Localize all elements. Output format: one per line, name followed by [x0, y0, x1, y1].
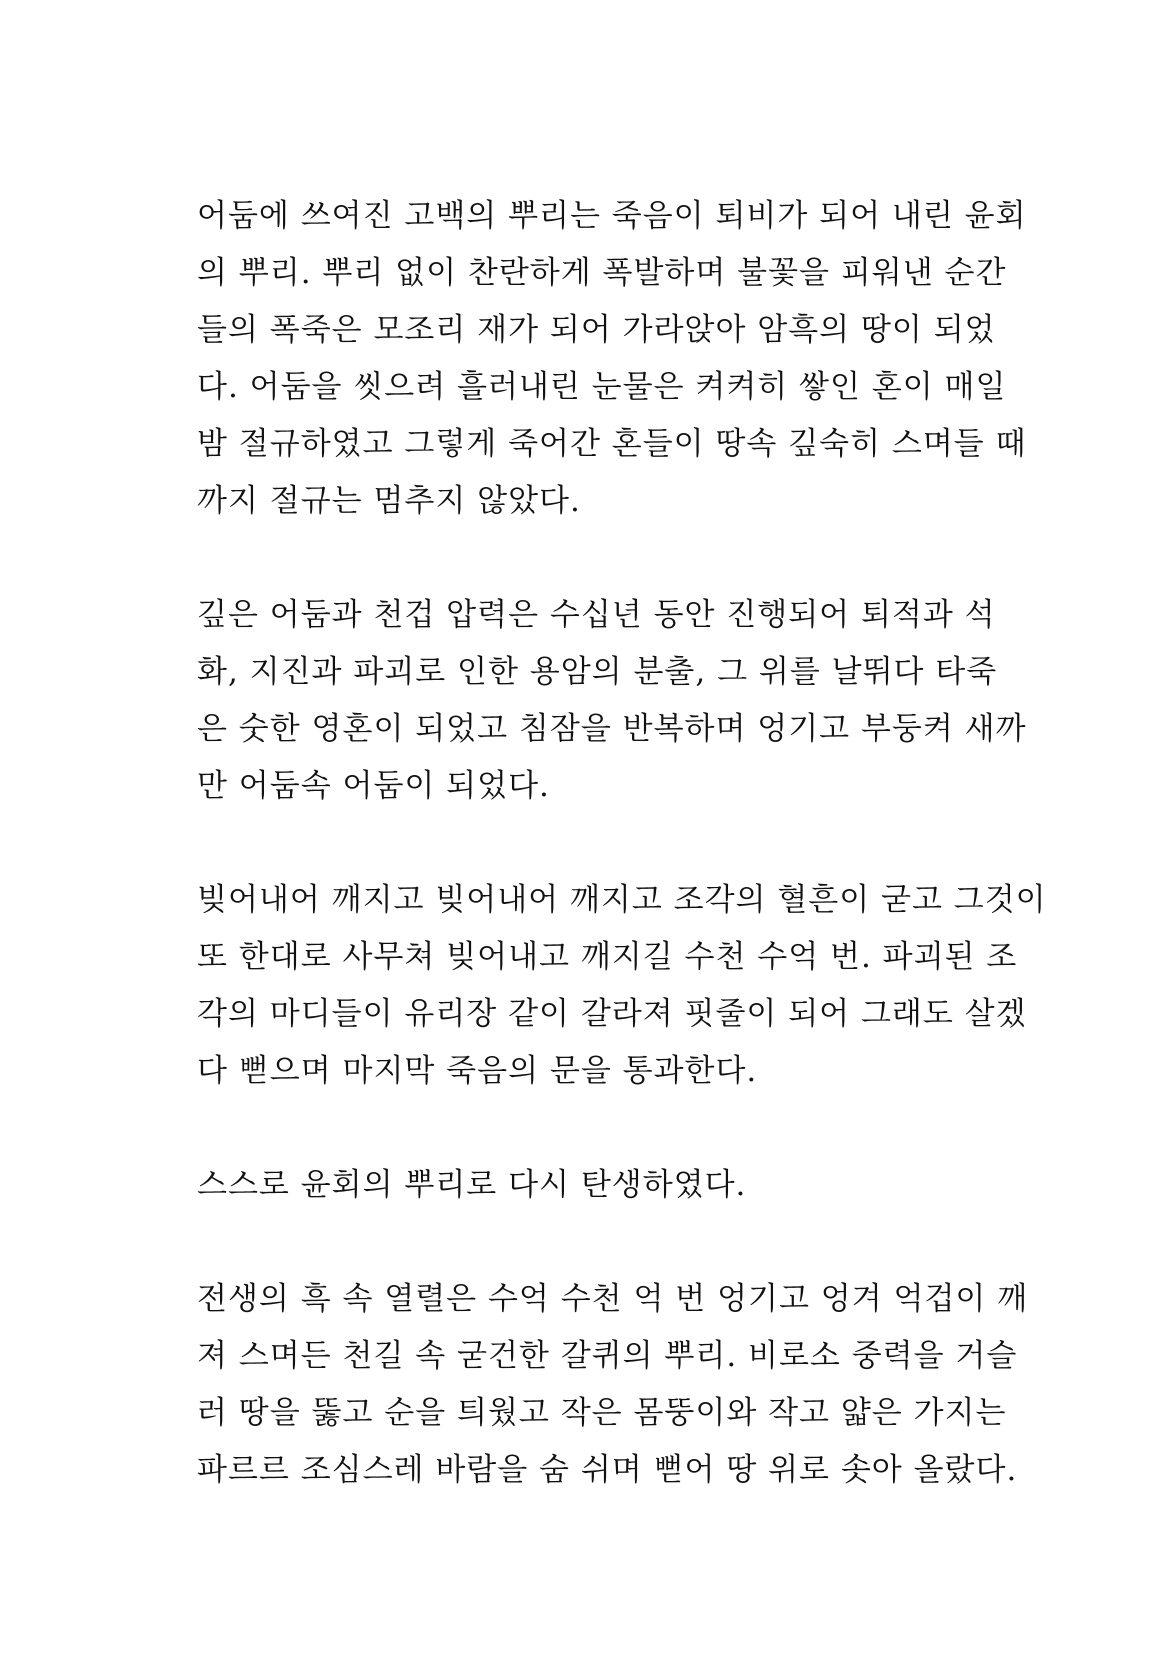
text-line: 밤 절규하였고 그렇게 죽어간 혼들이 땅속 깊숙히 스며들 때 — [197, 426, 1027, 462]
text-line: 어둠에 쓰여진 고백의 뿌리는 죽음이 퇴비가 되어 내린 윤회 — [197, 198, 1027, 234]
text-line: 다 뻗으며 마지막 죽음의 문을 통과한다. — [197, 1053, 758, 1089]
text-line: 전생의 흑 속 열렬은 수억 수천 억 번 엉기고 엉겨 억겁이 깨 — [197, 1281, 1029, 1317]
text-line: 화, 지진과 파괴로 인한 용암의 분출, 그 위를 날뛰다 타죽 — [197, 654, 998, 690]
paragraph-2 — [197, 587, 1027, 815]
text-line: 다. 어둠을 씻으려 흘러내린 눈물은 켜켜히 쌓인 혼이 매일 — [197, 369, 1007, 405]
text-line: 러 땅을 뚫고 순을 틔웠고 작은 몸뚱이와 작고 얇은 가지는 — [197, 1395, 1007, 1431]
text-line: 또 한대로 사무쳐 빚어내고 깨지길 수천 수억 번. 파괴된 조 — [197, 939, 1018, 975]
paragraph-3 — [197, 872, 1047, 1100]
poem-text-body — [197, 188, 1047, 1499]
paragraph-1 — [197, 188, 1027, 530]
text-line: 빚어내어 깨지고 빚어내어 깨지고 조각의 혈흔이 굳고 그것이 — [197, 882, 1047, 918]
text-line: 까지 절규는 멈추지 않았다. — [197, 483, 581, 519]
text-line: 져 스며든 천길 속 굳건한 갈퀴의 뿌리. 비로소 중력을 거슬 — [197, 1338, 1018, 1374]
text-line: 스스로 윤회의 뿌리로 다시 탄생하였다. — [197, 1167, 747, 1203]
paragraph-gap — [197, 530, 1003, 587]
paragraph-gap — [197, 815, 1003, 872]
paragraph-4 — [197, 1157, 1003, 1214]
text-line: 들의 폭죽은 모조리 재가 되어 가라앉아 암흑의 땅이 되었 — [197, 312, 996, 348]
paragraph-gap — [197, 1100, 1003, 1157]
text-line: 파르르 조심스레 바람을 숨 쉬며 뻗어 땅 위로 솟아 올랐다. — [197, 1452, 1018, 1488]
text-line: 깊은 어둠과 천겁 압력은 수십년 동안 진행되어 퇴적과 석 — [197, 597, 996, 633]
paragraph-5 — [197, 1271, 1029, 1499]
paragraph-gap — [197, 1214, 1003, 1271]
text-line: 은 숫한 영혼이 되었고 침잠을 반복하며 엉기고 부둥켜 새까 — [197, 711, 1027, 747]
text-line: 각의 마디들이 유리장 같이 갈라져 핏줄이 되어 그래도 살겠 — [197, 996, 1027, 1032]
text-line: 만 어둠속 어둠이 되었다. — [197, 768, 550, 804]
text-line: 의 뿌리. 뿌리 없이 찬란하게 폭발하며 불꽃을 피워낸 순간 — [197, 255, 1007, 291]
